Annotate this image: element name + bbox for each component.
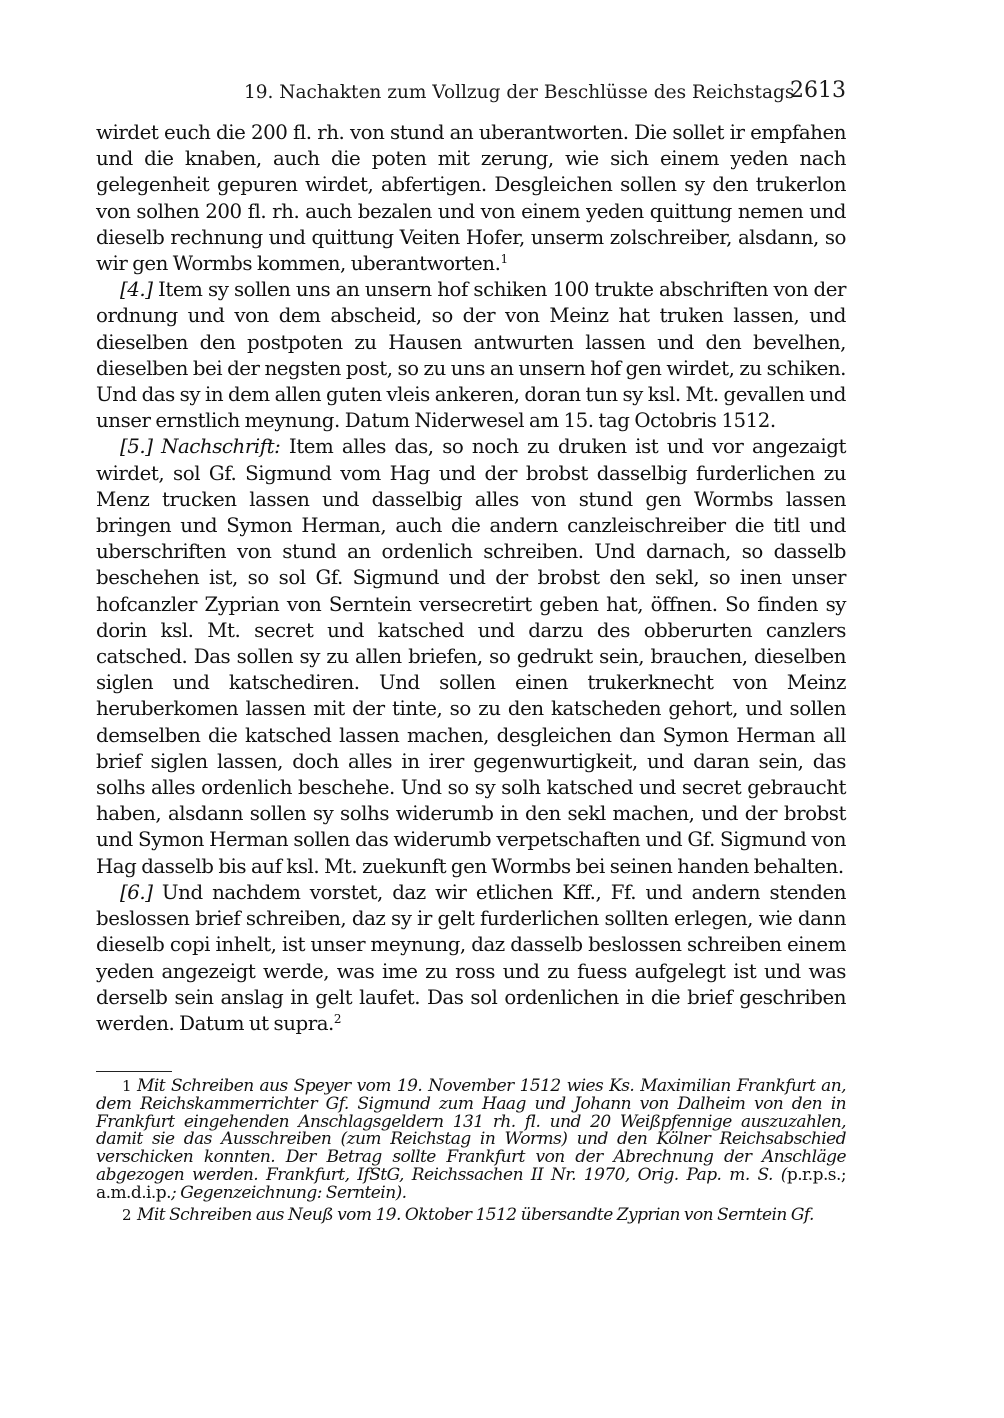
footnote-number: 2 [122, 1205, 131, 1224]
running-title: 19. Nachakten zum Vollzug der Beschlüsse des Reichstags [244, 82, 795, 103]
footnote-text: Mit Schreiben aus Neuß vom 19. Oktober 1512 übersandte Zyprian von Serntein Gf. [137, 1204, 814, 1225]
paragraph-text: Item sy sollen uns an unsern hof schiken 100 trukte abschriften von der ordnung und von dem abscheid, so der von Meinz hat truken lassen, und dieselben den postpoten zu Hausen antwurten lassen und den bevelhen, dieselben bei der negsten post, so zu uns an unsern hof gen wirdet, zu schiken. Und das sy in dem allen guten vleis ankeren, doran tun sy ksl. Mt. gevallen und unser ernstlich meynung. Datum Niderwesel am 15. tag Octobris 1512. [96, 278, 846, 433]
footnote-ref: 2 [333, 1011, 342, 1026]
section-number: [5.] Nachschrift: [120, 435, 281, 459]
paragraph-6 [96, 880, 846, 1037]
paragraph-text: Item alles das, so noch zu druken ist und vor angezaigt wirdet, sol Gf. Sigmund vom Hag und der brobst dasselbig furderlichen zu Menz trucken lassen und dasselbig alles von stund gen Wormbs lassen bringen und Symon Herman, auch die andern canzleischreiber die titl und uberschriften von stund an ordenlich schreiben. Und darnach, so dasselb beschehen ist, so sol Gf. Sigmund und der brobst den sekl, so inen unser hofcanzler Zyprian von Serntein versecretirt geben hat, öffnen. So finden sy dorin ksl. Mt. secret und katsched und darzu des obberurten canzlers catsched. Das sollen sy zu allen briefen, so gedrukt sein, brauchen, dieselben siglen und katschediren. Und sollen einen trukerknecht von Meinz heruberkomen lassen mit der tinte, so zu den katscheden gehort, und sollen demselben die katsched lassen machen, desgleichen dan Symon Herman all brief siglen lassen, doch alles in irer gegenwurtigkeit, und daran sein, das solhs alles ordenlich beschehe. Und so sy solh katsched und secret gebraucht haben, alsdann sollen sy solhs widerumb in den sekl machen, und der brobst und Symon Herman sollen das widerumb verpetschaften und Gf. Sigmund von Hag dasselb bis auf ksl. Mt. zuekunft gen Wormbs bei seinen handen behalten. [96, 435, 846, 878]
paragraph-continued [96, 120, 846, 277]
section-number: [4.] [120, 278, 153, 302]
paragraph-text: Und nachdem vorstet, daz wir etlichen Kff., Ff. und andern stenden beslossen brief schreiben, daz sy ir gelt furderlichen sollten erlegen, wie dann dieselb copi inhelt, ist unser meynung, daz dasselb beslossen schreiben einem yeden angezeigt werde, was ime zu ross und zu fuess aufgelegt ist und was derselb sein anslag in gelt laufet. Das sol ordenlichen in die brief geschriben werden. Datum ut supra. [96, 880, 846, 1035]
page-header [96, 78, 846, 108]
footnote-2 [96, 1204, 846, 1225]
footnote-text: Mit Schreiben aus Speyer vom 19. November 1512 wies Ks. Maximilian Frankfurt an, dem Reichskammerrichter Gf. Sigmund zum Haag und Johann von Dalheim von den in Frankfurt eingehenden Anschlagsgeldern 131 rh. fl. und 20 Weißpfennige auszuzahlen, damit sie das Ausschreiben (zum Reichstag in Worms) und den Kölner Reichsabschied verschicken konnten. Der Betrag sollte Frankfurt von der Abrechnung der Anschläge abgezogen werden. Frankfurt, IfStG, Reichssachen II Nr. 1970, Orig. Pap. m. S. ( [96, 1076, 846, 1185]
footnote-abbrev: p.r.p.s.; [786, 1164, 846, 1185]
main-text [96, 120, 846, 1037]
footnote-divider [96, 1071, 172, 1072]
footnote-text: ; Gegenzeichnung: Serntein). [170, 1182, 407, 1203]
paragraph-4 [96, 277, 846, 434]
paragraph-text: wirdet euch die 200 fl. rh. von stund an uberantworten. Die sollet ir empfahen und die knaben, auch die poten mit zerung, wie sich einem yeden nach gelegenheit gepuren wirdet, abfertigen. Desgleichen sollen sy den trukerlon von solhen 200 fl. rh. auch bezalen und von einem yeden quittung nemen und dieselb rechnung und quittung Veiten Hofer, unserm zolschreiber, alsdann, so wir gen Wormbs kommen, uberantworten. [96, 121, 846, 276]
footnote-abbrev: a.m.d.i.p. [96, 1182, 171, 1203]
footnotes [96, 1078, 846, 1228]
footnote-1 [96, 1078, 846, 1203]
footnote-number: 1 [122, 1077, 131, 1095]
page-number: 2613 [790, 78, 846, 103]
section-number: [6.] [120, 880, 153, 904]
footnote-ref: 1 [500, 252, 508, 267]
paragraph-5 [96, 434, 846, 879]
